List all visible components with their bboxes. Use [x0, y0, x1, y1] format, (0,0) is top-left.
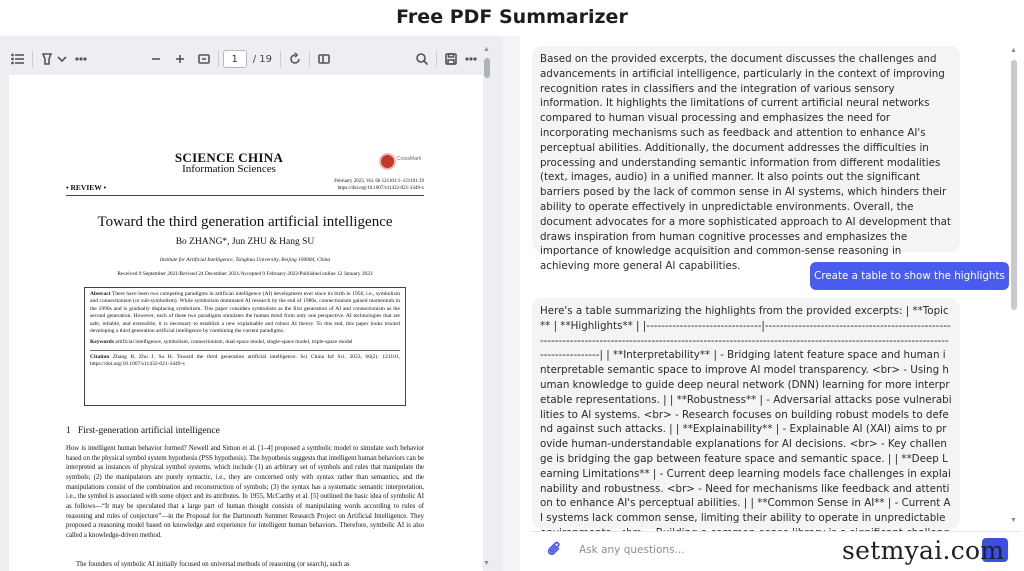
assistant-message: Here's a table summarizing the highlights from the provided excerpts: | **Topic** | **Highlights** | |-------------------------------|--------------------------------------------------------------------------------------------------------------------------------------------------------------------------------| | **Interpretability** | - Bridging latent feature space and human interpretable semantic space to improve AI model transparency. <br> - Using human knowledge to guide deep neural network (DNN) learning for more interpretable representations. | | **Robustness** | - Adversarial attacks pose vulnerabilities to AI systems. <br> - Research focuses on building robust models to defend against such attacks. | | **Explainability** | - Explainable AI (XAI) aims to provide human-understandable explanations for AI decisions. <br> - Key challenge is bridging the gap between feature space and semantic space. | | **Deep Learning Limitations** | - Current deep learning models face challenges in explainability and robustness. <br> - Need for mechanisms like feedback and attention to enhance AI's perceptual abilities. | | **Common Sense in AI** | - Current AI systems lack common sense, limiting their ability to operate in unpredictable — [532, 298, 960, 529]
abstract-text: There have been two competing paradigms in artificial intelligence (AI) development ever since its birth in 1956, i.e., symbolism and connectionism (or sub-symbolism). While symbolism dominated AI research by the end of 1980s, connectionism gained momentum in the 1990s and is gradually displacing symbolism. This paper considers symbolism as the first generation of AI and connectionism as the second generation. However, each of these two paradigms simulates the human mind from only one perspective. AI technologies that are safe, reliable, and extensible, it is necessary to establish a new explainable and robust AI theory. To this end, this paper looks toward developing a third generation artificial intelligence by combining the current paradigms. — [90, 291, 400, 335]
watermark: setmyai.com — [842, 536, 1005, 565]
toolbar-divider — [436, 51, 437, 67]
scroll-down-arrow-icon[interactable]: ▼ — [1010, 517, 1017, 524]
paper-title: Toward the third generation artificial intelligence — [97, 214, 393, 230]
body-paragraph-2: The founders of symbolic AI initially focused on universal methods of reasoning (or search), such as — [76, 561, 350, 568]
toolbar-divider — [218, 51, 219, 67]
chat-scrollbar[interactable] — [1011, 60, 1017, 310]
page-total: / 19 — [252, 53, 272, 65]
section-tag: • REVIEW • — [66, 183, 107, 192]
outline-list-icon[interactable] — [8, 49, 28, 69]
toolbar-divider — [309, 51, 310, 67]
publication-line: February 2023, Vol. 66 121101:1–121101:19 — [334, 179, 424, 184]
pdf-viewer — [0, 36, 503, 571]
authors: Bo ZHANG*, Jun ZHU & Hang SU — [175, 237, 315, 247]
save-icon[interactable] — [441, 49, 461, 69]
app-title: Free PDF Summarizer — [396, 6, 628, 28]
toolbar-divider — [280, 51, 281, 67]
journal-name: SCIENCE CHINA — [174, 150, 284, 165]
paperclip-icon[interactable] — [546, 540, 564, 558]
zoom-in-icon[interactable] — [170, 49, 190, 69]
search-icon[interactable] — [412, 49, 432, 69]
more-options-icon[interactable] — [461, 49, 481, 69]
affiliation: Institute for Artificial Intelligence, Tsinghua University, Beijing 100084, China — [159, 257, 331, 263]
body-paragraph: How is intelligent human behavior formed? Newell and Simon et al. [1–4] proposed a symbolic model to simulate such behavior based on the physical symbol system hypothesis (PSS hypothesis). The hypothesis suggests that intelligent human behaviors can be interpreted as instances of physical symbol systems, which include (1) an arbitrary set of symbols and rules that manipulate the symbols; (2) the manipulators are purely syntactic, i.e., they are concerned only with syntax rather than semantics, and the manipulations consist of the combination and reconstruction of symbols; (3) the syntax has a systematic semantic interpretation, i.e., the symbol is associated with some object and its attributes. In 1955, McCarthy et al. [5] outlined the basic idea of symbolic AI as follows—“It may be speculated that a large part of human thought consists of manipulating words according to rules of reasoning and rules of conjecture”—in the Proposal for the Dartmouth Summer Research Project on Artificial Intelligence. They proposed a reasoning model based on knowledge and experience for intelligent human behaviors. Therefore, symbolic AI is also called a knowledge-driven method. — [66, 445, 424, 539]
citation-label: Citation — [90, 353, 110, 360]
rotate-icon[interactable] — [285, 49, 305, 69]
keywords-text: artificial intelligence, symbolism, connectionism, dual-space model, single-space model, triple-space model — [115, 339, 353, 346]
page-number-input[interactable]: 1 — [223, 50, 247, 68]
toolbar-divider — [32, 51, 33, 67]
section-heading: 1 First-generation artificial intelligence — [66, 426, 220, 436]
header — [0, 0, 1024, 34]
assistant-message: Based on the provided excerpts, the document discusses the challenges and advancements in artificial intelligence, particularly in the context of improving recognition rates in classifiers and the integration of various sensory information. It highlights the limitations of current artificial neural networks compared to human visual processing and emphasizes the need for incorporating mechanisms such as feedback and attention to enhance AI's perceptual abilities. Additionally, the document addresses the difficulties in processing and understanding semantic information from different modalities (text, images, audio) in a unified manner. It also points out the significant barriers posed by the lack of common sense in AI systems, which hinders their ability to operate effectively in unpredictable environments. Overall, the document advocates for a more sophisticated approach to AI development that draws inspiration from human cognitive processes and emphasizes the importance of knowledge acquisition and common-sense reasoning in achieving more general AI capabilities. — [532, 46, 960, 252]
pane-divider — [503, 36, 520, 571]
page-layout-icon[interactable] — [314, 49, 334, 69]
journal-subtitle: Information Sciences — [182, 163, 276, 175]
highlight-icon[interactable] — [37, 49, 57, 69]
citation-text: Zhang B, Zhu J, Su H. Toward the third generation artificial intelligence. Sci China Inf Sci, 2023, 66(2): 121101, https://doi.org/10.1007/s11432-021-3449-x — [90, 353, 400, 368]
crossmark-label: CrossMark — [397, 156, 422, 162]
abstract-label: Abstract — [90, 291, 111, 297]
user-message: Create a table to show the highlights — [810, 262, 1009, 290]
doi-line: https://doi.org/10.1007/s11432-021-3449-x — [337, 186, 424, 191]
pdf-scrollbar[interactable] — [484, 58, 490, 78]
keywords-label: Keywords — [90, 339, 114, 346]
received-dates: Received 9 September 2021/Revised 24 December 2021/Accepted 9 February 2022/Published online 12 January 2023 — [117, 271, 373, 277]
more-options-icon[interactable] — [71, 49, 91, 69]
chevron-down-icon[interactable] — [57, 49, 67, 69]
scroll-down-arrow-icon[interactable]: ▼ — [483, 560, 490, 567]
scroll-up-arrow-icon[interactable]: ▲ — [1010, 47, 1017, 54]
fit-page-icon[interactable] — [194, 49, 214, 69]
zoom-out-icon[interactable] — [146, 49, 166, 69]
pdf-page — [9, 75, 483, 571]
pdf-toolbar — [6, 46, 481, 72]
scroll-up-arrow-icon[interactable]: ▲ — [483, 46, 490, 53]
